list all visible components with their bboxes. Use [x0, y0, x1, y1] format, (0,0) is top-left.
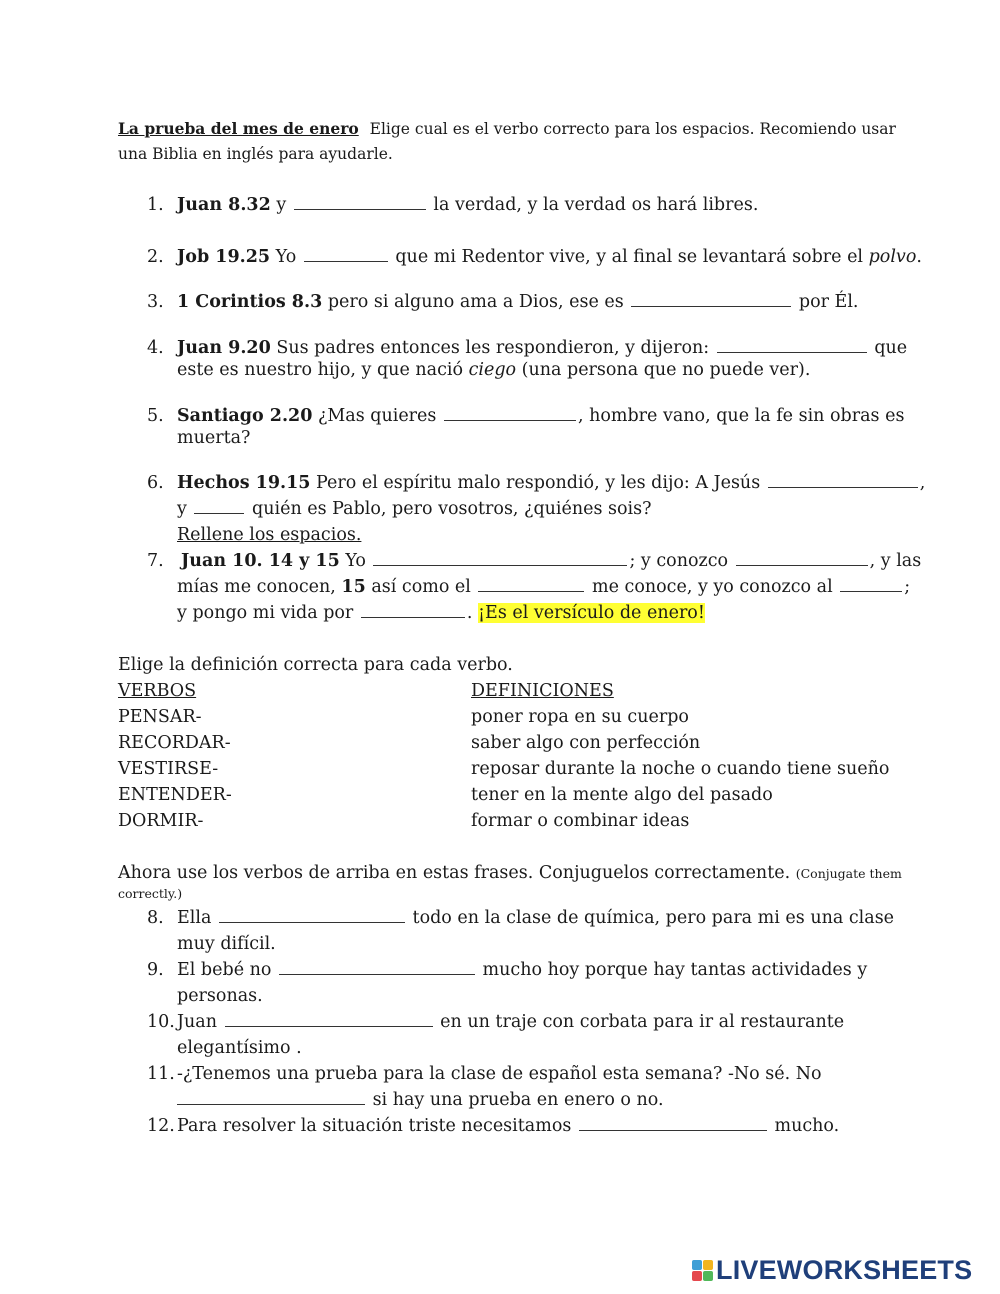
- answer-blank[interactable]: [631, 290, 791, 307]
- question-number: 9.: [147, 960, 164, 980]
- answer-blank[interactable]: [444, 404, 576, 421]
- matching-instruction: Elige la definición correcta para cada verbo.: [118, 655, 513, 675]
- definition-item: reposar durante la noche o cuando tiene sueño: [471, 759, 890, 779]
- logo-mark-icon: [692, 1260, 713, 1281]
- verse-ref: Juan 8.32: [177, 195, 271, 215]
- answer-blank[interactable]: [279, 958, 475, 975]
- english-note-2: correctly.): [118, 886, 183, 901]
- answer-blank[interactable]: [219, 906, 405, 923]
- question-number: 7.: [147, 551, 164, 571]
- definition-item: tener en la mente algo del pasado: [471, 785, 773, 805]
- answer-blank[interactable]: [717, 336, 867, 353]
- question-number: 2.: [147, 247, 164, 267]
- question-number: 10.: [147, 1012, 175, 1032]
- answer-blank[interactable]: [736, 549, 868, 566]
- instruction-text-2: una Biblia en inglés para ayudarle.: [118, 145, 393, 163]
- verse-ref: 1 Corintios 8.3: [177, 292, 323, 312]
- definition-item: poner ropa en su cuerpo: [471, 707, 689, 727]
- verse-ref: Juan 10. 14 y 15: [181, 551, 340, 571]
- highlighted-note: ¡Es el versículo de enero!: [478, 603, 705, 623]
- question-2: Job 19.25 Yo que mi Redentor vive, y al final se levantará sobre el polvo.: [177, 247, 922, 267]
- answer-blank[interactable]: [225, 1010, 433, 1027]
- question-number: 11.: [147, 1064, 175, 1084]
- title-line: [118, 117, 896, 141]
- verb-item: ENTENDER-: [118, 785, 232, 805]
- answer-blank[interactable]: [768, 471, 918, 488]
- verb-item: PENSAR-: [118, 707, 202, 727]
- answer-blank[interactable]: [373, 549, 627, 566]
- definitions-header: DEFINICIONES: [471, 681, 614, 701]
- verb-item: RECORDAR-: [118, 733, 231, 753]
- question-number: 5.: [147, 406, 164, 426]
- definition-item: saber algo con perfección: [471, 733, 701, 753]
- question-number: 1.: [147, 195, 164, 215]
- question-4: Juan 9.20 Sus padres entonces les respondieron, y dijeron: que: [177, 338, 908, 358]
- question-number: 12.: [147, 1116, 175, 1136]
- question-number: 4.: [147, 338, 164, 358]
- instruction-text: Elige cual es el verbo correcto para los espacios. Recomiendo usar: [369, 120, 896, 138]
- question-8-line2: muy difícil.: [177, 934, 276, 954]
- verb-item: DORMIR-: [118, 811, 204, 831]
- question-6: Hechos 19.15 Pero el espíritu malo respondió, y les dijo: A Jesús ,: [177, 473, 926, 493]
- question-4-line2: este es nuestro hijo, y que nació ciego (una persona que no puede ver).: [177, 360, 811, 380]
- answer-blank[interactable]: [304, 245, 388, 262]
- page-title: La prueba del mes de enero: [118, 119, 359, 138]
- verbs-header: VERBOS: [118, 681, 197, 701]
- answer-blank[interactable]: [840, 575, 902, 592]
- answer-blank[interactable]: [361, 601, 465, 618]
- question-5-line2: muerta?: [177, 428, 251, 448]
- question-7: Juan 10. 14 y 15 Yo ; y conozco , y las: [181, 551, 922, 571]
- question-11-line2: si hay una prueba en enero o no.: [177, 1087, 664, 1113]
- question-9-line2: personas.: [177, 986, 263, 1006]
- liveworksheets-logo: [692, 1254, 972, 1286]
- question-7-line3: y pongo mi vida por . ¡Es el versículo de enero!: [177, 603, 705, 623]
- logo-text: LIVEWORKSHEETS: [716, 1254, 973, 1285]
- question-6-line2: y quién es Pablo, pero vosotros, ¿quiénes sois?: [177, 499, 652, 519]
- question-10-line2: elegantísimo .: [177, 1038, 302, 1058]
- fill-instruction: Rellene los espacios.: [177, 525, 362, 545]
- answer-blank[interactable]: [478, 575, 584, 592]
- answer-blank[interactable]: [194, 497, 244, 514]
- verse-ref: Santiago 2.20: [177, 406, 313, 426]
- verse-ref: Juan 9.20: [177, 338, 271, 358]
- question-3: 1 Corintios 8.3 pero si alguno ama a Dios, ese es por Él.: [177, 292, 859, 312]
- answer-blank[interactable]: [294, 193, 426, 210]
- question-11: -¿Tenemos una prueba para la clase de español esta semana? -No sé. No: [177, 1064, 822, 1084]
- verb-item: VESTIRSE-: [118, 759, 219, 779]
- verse-ref: Hechos 19.15: [177, 473, 311, 493]
- question-7-line2: mías me conocen, 15 así como el me conoce, y yo conozco al ;: [177, 577, 911, 597]
- conjugation-instruction: Ahora use los verbos de arriba en estas frases. Conjuguelos correctamente. (Conjugate them: [118, 863, 902, 883]
- question-number: 6.: [147, 473, 164, 493]
- answer-blank[interactable]: [177, 1088, 365, 1105]
- question-10: Juan en un traje con corbata para ir al restaurante: [177, 1012, 845, 1032]
- english-note: (Conjugate them: [795, 866, 902, 881]
- question-12: Para resolver la situación triste necesitamos mucho.: [177, 1116, 840, 1136]
- answer-blank[interactable]: [579, 1114, 767, 1131]
- question-9: El bebé no mucho hoy porque hay tantas actividades y: [177, 960, 868, 980]
- question-number: 8.: [147, 908, 164, 928]
- question-8: Ella todo en la clase de química, pero para mi es una clase: [177, 908, 895, 928]
- question-1: Juan 8.32 y la verdad, y la verdad os hará libres.: [177, 195, 759, 215]
- verse-ref: Job 19.25: [177, 247, 271, 267]
- definition-item: formar o combinar ideas: [471, 811, 690, 831]
- question-5: Santiago 2.20 ¿Mas quieres , hombre vano, que la fe sin obras es: [177, 406, 905, 426]
- question-number: 3.: [147, 292, 164, 312]
